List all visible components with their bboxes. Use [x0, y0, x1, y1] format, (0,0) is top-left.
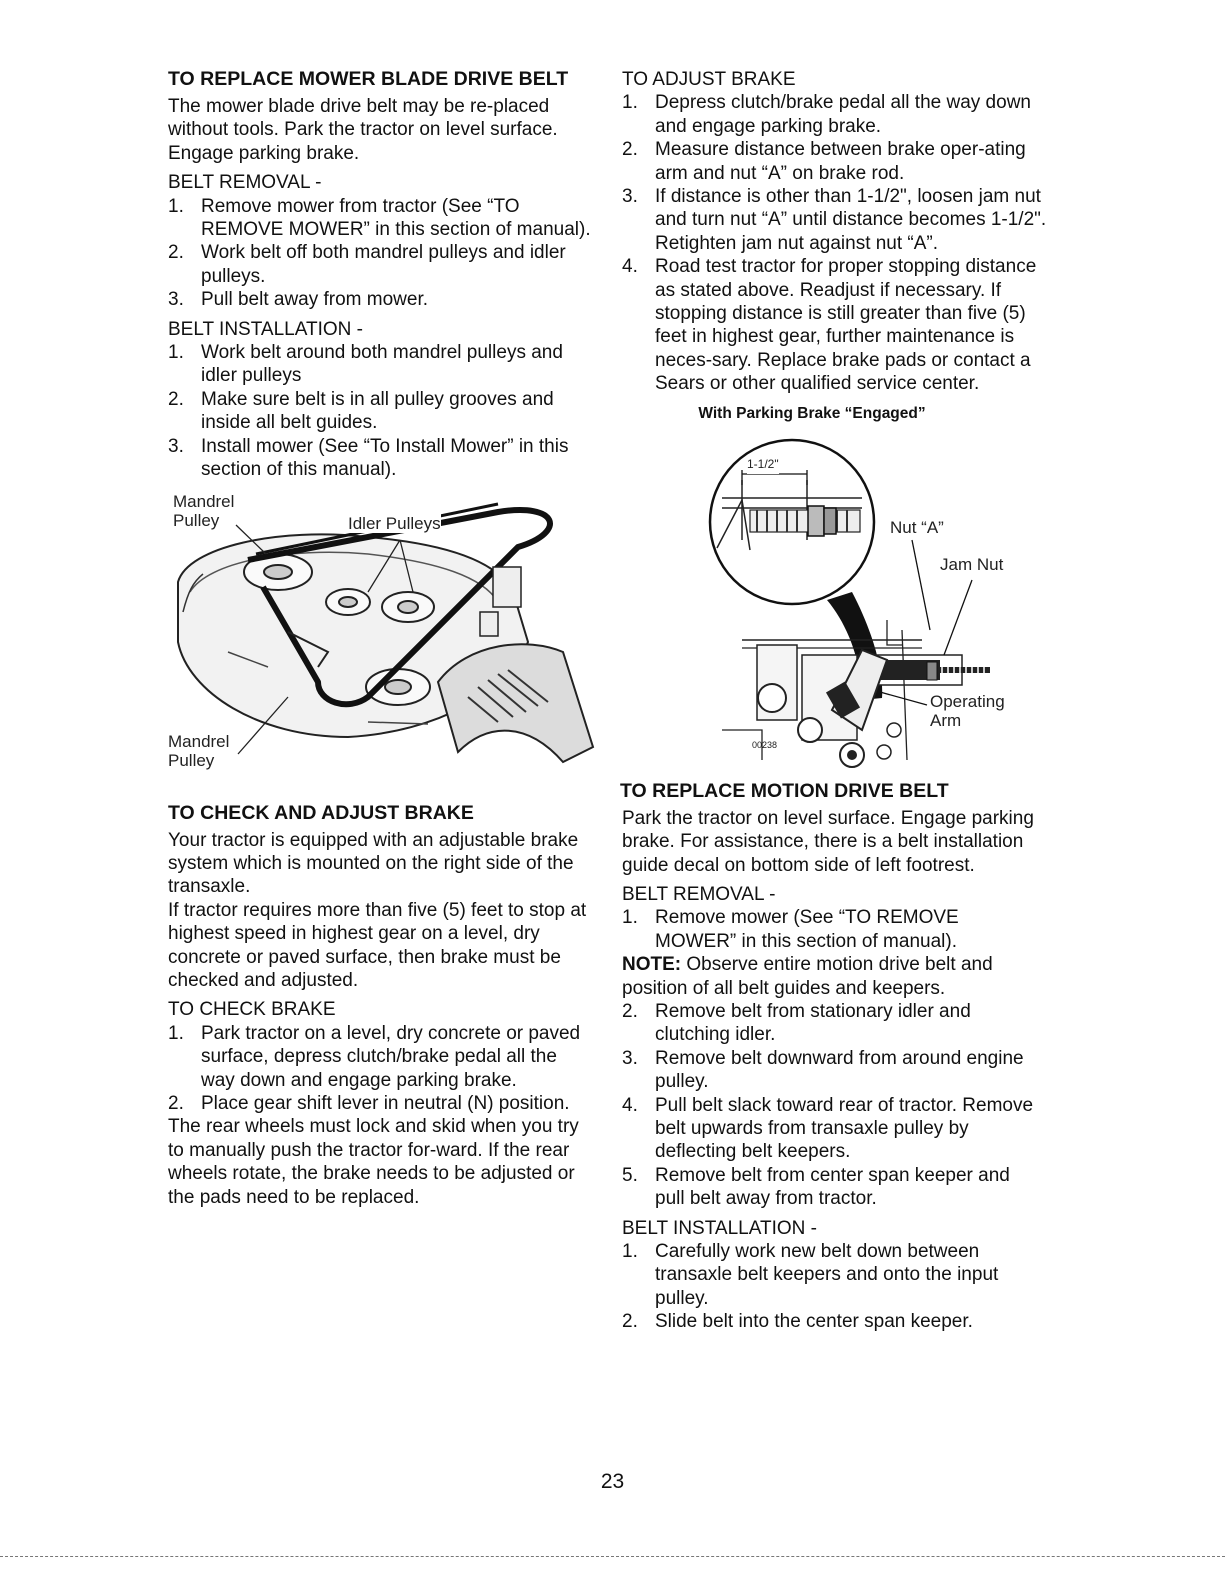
- section-title-replace-mower-belt: TO REPLACE MOWER BLADE DRIVE BELT: [168, 68, 569, 90]
- mower-deck-figure: [168, 492, 598, 792]
- motion-belt-removal-step-1: [622, 906, 1042, 953]
- brake-figure: [622, 430, 1054, 780]
- label-nut-a: Nut “A”: [890, 517, 944, 537]
- motion-belt-removal-heading: BELT REMOVAL -: [622, 883, 776, 905]
- list-item: 2. Make sure belt is in all pulley grooves and inside all belt guides.: [168, 388, 554, 434]
- right-column: [622, 68, 1054, 1334]
- list-item: 3. Pull belt away from mower.: [168, 289, 429, 311]
- list-item: 1. Carefully work new belt down between transaxle belt keepers and onto the input pulley.: [622, 1241, 999, 1309]
- belt-removal-heading: BELT REMOVAL -: [168, 172, 322, 194]
- page-number: 23: [600, 1470, 625, 1493]
- label-operating-arm: Operating Arm: [930, 691, 1005, 730]
- list-item: 1. Work belt around both mandrel pulleys and idler pulleys: [168, 342, 563, 387]
- belt-installation-steps: [168, 341, 598, 481]
- list-item: 1. Park tractor on a level, dry concrete or paved surface, depress clutch/brake pedal all the way down and engage parking brake.: [168, 1022, 581, 1091]
- note-label: NOTE:: [622, 954, 682, 976]
- list-item: 2. Work belt off both mandrel pulleys and idler pulleys.: [168, 242, 566, 287]
- label-mandrel-pulley-top: Mandrel Pulley: [173, 491, 235, 530]
- list-item: 2. Remove belt from stationary idler and clutching idler.: [622, 1000, 971, 1046]
- list-item: 3. Install mower (See “To Install Mower” in this section of this manual).: [168, 435, 569, 481]
- list-item: 2. Place gear shift lever in neutral (N) position.: [168, 1092, 570, 1114]
- belt-removal-steps: [168, 195, 593, 312]
- brake-para-3: The rear wheels must lock and skid when you try to manually push the tractor for-ward. If the rear wheels rotate, the brake needs to be adjusted or the pads need to be replaced.: [168, 1116, 579, 1208]
- list-item: 4. Pull belt slack toward rear of tractor. Remove belt upwards from transaxle pulley by deflecting belt keepers.: [622, 1094, 1034, 1163]
- brake-para-1: Your tractor is equipped with an adjustable brake system which is mounted on the right side of the transaxle.: [168, 829, 579, 898]
- adjust-brake-heading: TO ADJUST BRAKE: [622, 69, 796, 90]
- replace-mower-belt-intro: The mower blade drive belt may be re-placed without tools. Park the tractor on level surface. Engage parking brake.: [168, 96, 558, 164]
- motion-belt-installation-heading: BELT INSTALLATION -: [622, 1217, 817, 1239]
- brake-para-2: If tractor requires more than five (5) feet to stop at highest speed in highest gear on a level, dry concrete or paved surface, then brake must be checked and adjusted.: [168, 899, 587, 991]
- list-item: 3. Remove belt downward from around engine pulley.: [622, 1047, 1024, 1093]
- label-measure-1-1-2: 1-1/2": [747, 455, 779, 474]
- label-jam-nut: Jam Nut: [940, 554, 1004, 574]
- list-item: 5. Remove belt from center span keeper and pull belt away from tractor.: [622, 1164, 1010, 1210]
- bottom-scan-edge: [0, 1556, 1225, 1559]
- section-title-check-adjust-brake: TO CHECK AND ADJUST BRAKE: [168, 801, 474, 824]
- motion-belt-intro: Park the tractor on level surface. Engage parking brake. For assistance, there is a belt installation guide decal on bottom side of left footrest.: [622, 807, 1034, 876]
- label-figure-code: 00238: [752, 739, 778, 750]
- list-item: 1. Remove mower from tractor (See “TO REMOVE MOWER” in this section of manual).: [168, 195, 591, 241]
- motion-belt-note: [622, 953, 1054, 1000]
- belt-installation-heading: BELT INSTALLATION -: [168, 318, 363, 340]
- list-item: 4. Road test tractor for proper stopping distance as stated above. Readjust if necessary. If stopping distance is still greater than five (5) feet in highest gear, further maintenance is neces-sary. Replace brake pads or contact a Sears or other qualified service center.: [622, 256, 1037, 395]
- brake-figure-caption: With Parking Brake “Engaged”: [698, 404, 926, 422]
- label-idler-pulleys: Idler Pulleys: [348, 513, 441, 533]
- check-brake-steps: [168, 1022, 588, 1116]
- list-item: 2. Slide belt into the center span keeper.: [622, 1311, 973, 1333]
- list-item: 2. Measure distance between brake oper-ating arm and nut “A” on brake rod.: [622, 139, 1026, 184]
- section-title-replace-motion-belt: TO REPLACE MOTION DRIVE BELT: [620, 779, 949, 802]
- adjust-brake-steps: [622, 91, 1047, 395]
- list-item: 1. Depress clutch/brake pedal all the way down and engage parking brake.: [622, 92, 1031, 137]
- mower-deck-illustration: [168, 492, 598, 792]
- label-mandrel-pulley-bottom: Mandrel Pulley: [168, 731, 230, 770]
- note-text: Observe entire motion drive belt and position of all belt guides and keepers.: [622, 954, 993, 999]
- check-brake-heading: TO CHECK BRAKE: [168, 999, 336, 1021]
- left-column: [168, 68, 598, 1209]
- motion-belt-removal-steps: [622, 1000, 1042, 1211]
- list-item: 3. If distance is other than 1-1/2", loosen jam nut and turn nut “A” until distance becomes 1-1/2". Retighten jam nut against nut “A”.: [622, 186, 1047, 254]
- motion-belt-installation-steps: [622, 1240, 1042, 1334]
- list-item: 1. Remove mower (See “TO REMOVE MOWER” in this section of manual).: [622, 907, 959, 952]
